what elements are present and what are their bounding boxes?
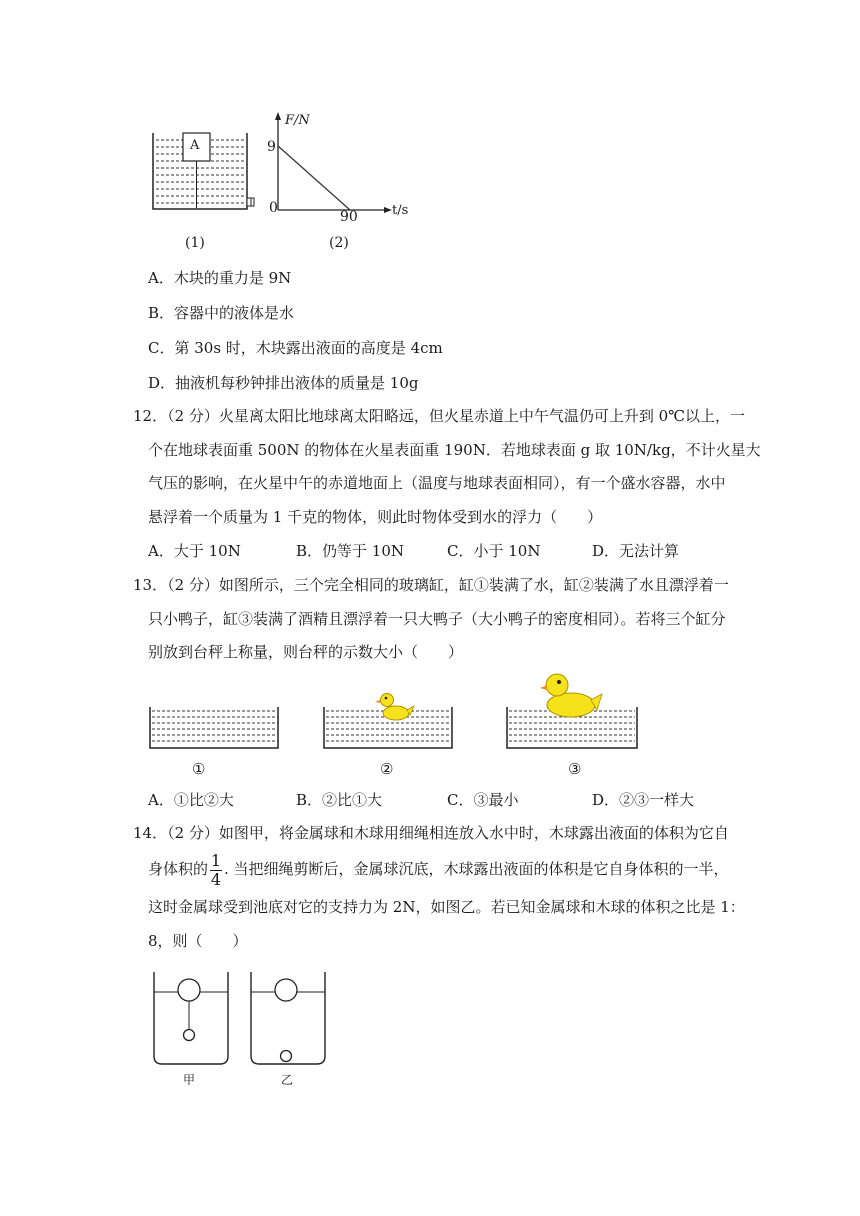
tank-label-3: ③ bbox=[568, 760, 582, 778]
q14-line-2-pre: 身体积的 bbox=[148, 860, 209, 878]
tank-1-water bbox=[148, 705, 280, 751]
q13-option-c: C．③最小 bbox=[447, 791, 519, 809]
q11-option-c: C．第 30s 时，木块露出液面的高度是 4cm bbox=[148, 339, 443, 357]
y-tick-label: 9 bbox=[267, 139, 276, 155]
q12-line-3: 气压的影响，在火星中午的赤道地面上（温度与地球表面相同），有一个盛水容器，水中 bbox=[148, 474, 726, 492]
q14-line-2-post: . 当把细绳剪断后，金属球沉底，木球露出液面的体积是它自身体积的一半， bbox=[224, 860, 729, 878]
fraction-numerator: 1 bbox=[210, 850, 222, 870]
tank-2-water-small-duck bbox=[322, 688, 454, 751]
figure-caption-2: (2) bbox=[329, 235, 349, 251]
container-with-block-figure bbox=[150, 130, 260, 212]
q14-line-3: 这时金属球受到池底对它的支持力为 2N，如图乙。若已知金属球和木球的体积之比是 1： bbox=[148, 898, 745, 916]
fraction-denominator: 4 bbox=[210, 869, 222, 889]
figure-caption-1: (1) bbox=[185, 235, 205, 251]
tank-3-alcohol-big-duck bbox=[505, 670, 641, 751]
block-label: A bbox=[190, 138, 200, 153]
figure-label-jia: 甲 bbox=[183, 1073, 196, 1087]
figure-jia-tied-balls bbox=[150, 970, 232, 1070]
q14-line-2 bbox=[148, 852, 729, 888]
q13-option-d: D．②③一样大 bbox=[592, 791, 695, 809]
tank-label-1: ① bbox=[192, 760, 206, 778]
q11-option-b: B．容器中的液体是水 bbox=[148, 304, 295, 322]
fraction-one-quarter bbox=[210, 850, 222, 889]
q14-line-1: 14．（2 分）如图甲，将金属球和木球用细绳相连放入水中时，木球露出液面的体积为它自 bbox=[133, 824, 729, 842]
q13-option-b: B．②比①大 bbox=[296, 791, 383, 809]
figure-label-yi: 乙 bbox=[281, 1073, 294, 1087]
q12-option-c: C．小于 10N bbox=[447, 542, 541, 560]
q11-option-a: A．木块的重力是 9N bbox=[148, 269, 292, 287]
figure-yi-separated-balls bbox=[247, 970, 329, 1070]
x-tick-label: 90 bbox=[340, 209, 358, 225]
big-duck-icon bbox=[540, 674, 602, 717]
q12-line-2: 个在地球表面重 500N 的物体在火星表面重 190N．若地球表面 g 取 10N/kg，不计火星大 bbox=[148, 441, 761, 459]
q13-line-3: 别放到台秤上称量，则台秤的示数大小（ ） bbox=[148, 643, 464, 661]
small-duck-icon bbox=[375, 694, 414, 721]
tank-label-2: ② bbox=[380, 760, 394, 778]
q14-line-4: 8，则（ ） bbox=[148, 932, 248, 950]
q13-line-2: 只小鸭子，缸③装满了酒精且漂浮着一只大鸭子（大小鸭子的密度相同）。若将三个缸分 bbox=[148, 610, 726, 628]
y-axis-label: F/N bbox=[285, 113, 310, 128]
q12-option-b: B．仍等于 10N bbox=[296, 542, 405, 560]
origin-label: 0 bbox=[269, 200, 278, 216]
q11-option-d: D．抽液机每秒钟排出液体的质量是 10g bbox=[148, 374, 419, 392]
q12-option-d: D．无法计算 bbox=[592, 542, 680, 560]
q13-line-1: 13．（2 分）如图所示，三个完全相同的玻璃缸，缸①装满了水，缸②装满了水且漂浮着一 bbox=[133, 576, 729, 594]
q13-option-a: A．①比②大 bbox=[148, 791, 234, 809]
q12-line-4: 悬浮着一个质量为 1 千克的物体，则此时物体受到水的浮力（ ） bbox=[148, 508, 603, 526]
q12-line-1: 12．（2 分）火星离太阳比地球离太阳略远，但火星赤道上中午气温仍可上升到 0℃以上，一 bbox=[133, 407, 745, 425]
q12-option-a: A．大于 10N bbox=[148, 542, 241, 560]
x-axis-label: t/s bbox=[392, 203, 409, 218]
